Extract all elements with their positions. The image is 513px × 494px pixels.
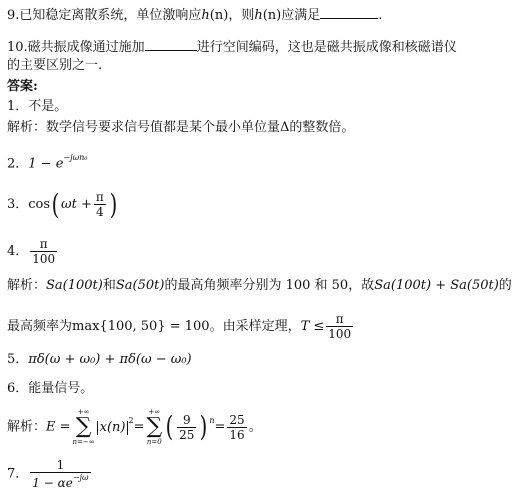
a3-right-paren: ) xyxy=(109,187,118,221)
a6e-result xyxy=(227,413,246,442)
a3-left-paren: ( xyxy=(51,187,60,221)
a4e-fraction xyxy=(326,312,353,341)
q10-answer-blank[interactable] xyxy=(145,38,197,51)
q9-n-2: (n) xyxy=(262,8,282,23)
a3-frac-den: 4 xyxy=(95,205,104,219)
a4e-mid-1: 和 xyxy=(102,278,116,293)
a2-exponent: −jωn₀ xyxy=(63,153,88,162)
a4-fraction xyxy=(30,237,57,266)
answer-4-explanation-line-1 xyxy=(7,278,512,294)
q9-number: 9. xyxy=(7,8,20,23)
a3-fn: cos xyxy=(28,197,51,212)
a4e-t-le: T ≤ xyxy=(300,319,325,334)
q9-h-1: h xyxy=(201,8,210,23)
q10-text-2: 的主要区别之一. xyxy=(7,58,103,73)
a3-number: 3． xyxy=(7,197,29,212)
a3-frac-num: π xyxy=(95,190,104,204)
a6e-frac-den: 25 xyxy=(179,427,195,442)
answer-7 xyxy=(7,458,93,490)
answer-4-explanation-line-2 xyxy=(7,312,355,341)
question-10-line-1 xyxy=(7,38,457,56)
a4-frac-num: π xyxy=(39,237,48,251)
a5-expr: πδ(ω + ω₀) + πδ(ω − ω₀) xyxy=(28,352,192,367)
a6e-sum1-bottom: n=−∞ xyxy=(72,438,95,446)
a6e-sum2-bottom: n=0 xyxy=(146,438,162,446)
a4e-prefix: 解析： xyxy=(7,278,47,293)
question-10-line-2 xyxy=(7,58,102,74)
a4e-sum: Sa(100t) + Sa(50t) xyxy=(374,278,499,293)
a4-number: 4． xyxy=(7,244,29,259)
a6e-power: n xyxy=(209,416,215,426)
a4e-max: max{100, 50} = 100 xyxy=(72,319,210,334)
a6e-fraction xyxy=(177,413,196,442)
a4e-frac-den: 100 xyxy=(328,327,352,341)
a2-lhs: 1 − e xyxy=(28,156,64,172)
answer-6 xyxy=(7,381,93,397)
a4e-end-1: 的 xyxy=(498,278,512,293)
sigma-icon: ∑ xyxy=(146,414,163,439)
a6e-abs-x: x(n) xyxy=(97,421,129,435)
a6e-result-num: 25 xyxy=(229,412,245,427)
answers-heading: 答案: xyxy=(7,79,38,94)
a4e-line2a: 最高频率为 xyxy=(7,319,73,334)
a3-arg: ωt + xyxy=(61,197,92,212)
a6e-prefix: 解析： xyxy=(7,419,47,435)
a7-den-lhs: 1 − αe xyxy=(32,476,73,490)
q9-end: . xyxy=(378,8,383,23)
question-9 xyxy=(7,6,382,24)
a3-fraction xyxy=(94,190,106,219)
a6e-square: 2 xyxy=(128,416,134,426)
a6e-sum2-top: +∞ xyxy=(148,408,161,416)
a6e-sum-2 xyxy=(146,408,162,446)
a6e-left-paren: ( xyxy=(165,410,174,443)
a6e-lhs: E = xyxy=(46,419,71,435)
a2-number: 2． xyxy=(7,156,29,172)
answer-1 xyxy=(7,99,67,115)
a4e-sa-50: Sa(50t) xyxy=(115,278,165,293)
a6e-right-paren: ) xyxy=(200,410,208,443)
answer-6-explanation xyxy=(7,408,262,446)
a6e-eq: = xyxy=(133,419,145,435)
a4e-frac-num: π xyxy=(335,312,344,326)
a7-frac-num: 1 xyxy=(56,458,65,472)
a1-number: 1． xyxy=(7,99,29,114)
q9-h-2: h xyxy=(254,8,263,23)
a7-number: 7． xyxy=(7,466,29,482)
answer-2 xyxy=(7,152,87,172)
sigma-icon: ∑ xyxy=(75,414,92,439)
answer-1-explanation: 解析：数学信号要求信号值都是某个最小单位量Δ的整数倍。 xyxy=(7,120,355,135)
answer-3 xyxy=(7,187,119,221)
q10-text-1b: 进行空间编码，这也是磁共振成像和核磁谱仪 xyxy=(196,40,457,55)
answer-5 xyxy=(7,352,192,368)
answer-4 xyxy=(7,237,59,266)
a7-fraction xyxy=(30,458,90,490)
a4e-sa-100: Sa(100t) xyxy=(46,278,103,293)
a1-text: 不是。 xyxy=(28,99,68,114)
q9-text-2: ，则 xyxy=(228,8,255,23)
a4e-line2b: 。由采样定理， xyxy=(209,319,301,334)
a4-frac-den: 100 xyxy=(32,252,56,266)
a7-den-exponent: −jω xyxy=(72,473,89,482)
a6e-frac-num: 9 xyxy=(182,412,191,427)
a6-text: 能量信号。 xyxy=(28,381,94,396)
a6e-sum1-top: +∞ xyxy=(77,408,90,416)
a6e-eq-2: = xyxy=(214,419,226,435)
q9-n-1: (n) xyxy=(209,8,229,23)
q10-text-1a: 10.磁共振成像通过施加 xyxy=(7,40,145,55)
a6-number: 6． xyxy=(7,381,29,396)
a7-frac-den xyxy=(30,472,90,490)
q9-text-3: 应满足 xyxy=(281,8,321,23)
a4e-mid-2: 的最高角频率分别为 100 和 50，故 xyxy=(164,278,375,293)
a5-number: 5． xyxy=(7,352,29,367)
q9-answer-blank[interactable] xyxy=(320,6,378,19)
a6e-result-den: 16 xyxy=(229,427,245,442)
q9-text-1: 已知稳定离散系统，单位激响应 xyxy=(19,8,202,23)
a6e-end: 。 xyxy=(248,419,262,435)
a6e-sum-1 xyxy=(73,408,95,446)
